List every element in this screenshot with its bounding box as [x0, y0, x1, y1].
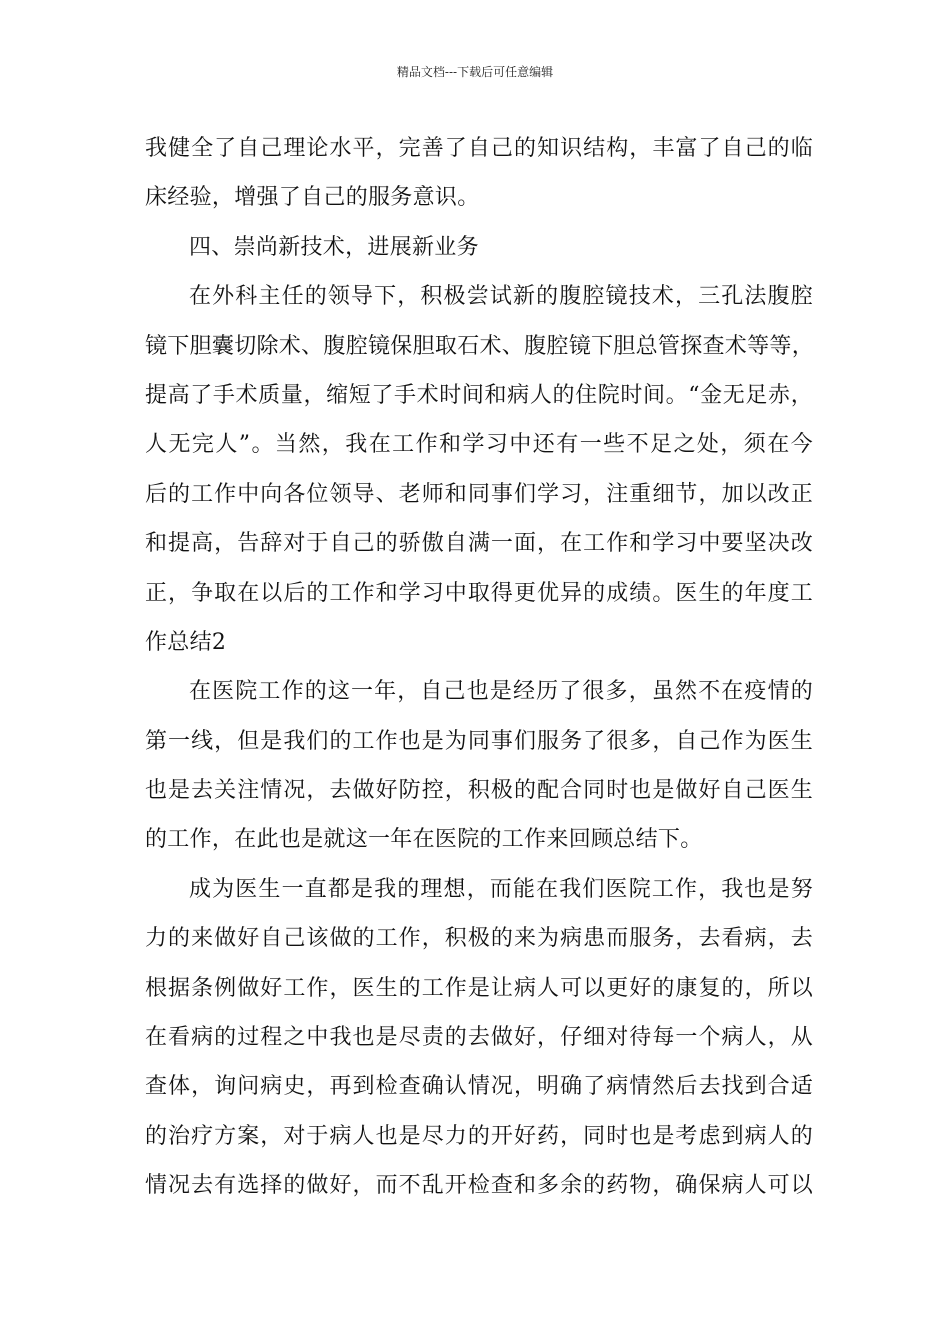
page-header: 精品文档---下载后可任意编辑: [396, 65, 554, 79]
text-line: 后的工作中向各位领导、老师和同事们学习，注重细节，加以改正: [145, 481, 813, 507]
text-line: 根据条例做好工作，医生的工作是让病人可以更好的康复的，所以: [145, 975, 813, 1001]
text-line: 和提高，告辞对于自己的骄傲自满一面，在工作和学习中要坚决改: [145, 531, 813, 557]
text-line: 查体，询问病史，再到检查确认情况，明确了病情然后去找到合适: [145, 1074, 813, 1100]
text-line: 在医院工作的这一年，自己也是经历了很多，虽然不在疫情的: [189, 679, 813, 705]
text-line: 镜下胆囊切除术、腹腔镜保胆取石术、腹腔镜下胆总管探查术等等，: [145, 333, 815, 359]
text-line: 正，争取在以后的工作和学习中取得更优异的成绩。医生的年度工: [145, 580, 813, 606]
text-line: 在看病的过程之中我也是尽责的去做好，仔细对待每一个病人，从: [145, 1025, 813, 1051]
document-body: [145, 124, 813, 1211]
text-line: 成为医生一直都是我的理想，而能在我们医院工作，我也是努: [189, 876, 813, 902]
text-line: 第一线，但是我们的工作也是为同事们服务了很多，自己作为医生: [145, 728, 813, 754]
text-line: 人无完人”。当然，我在工作和学习中还有一些不足之处，须在今: [145, 432, 813, 458]
text-line: 的工作，在此也是就这一年在医院的工作来回顾总结下。: [145, 827, 703, 853]
text-line: 四、崇尚新技术，进展新业务: [189, 234, 479, 260]
text-line: 在外科主任的领导下，积极尝试新的腹腔镜技术，三孔法腹腔: [189, 284, 813, 310]
text-line: 提高了手术质量，缩短了手术时间和病人的住院时间。“金无足赤，: [145, 382, 813, 408]
text-line: 床经验，增强了自己的服务意识。: [145, 185, 480, 211]
text-line: 力的来做好自己该做的工作，积极的来为病患而服务，去看病，去: [145, 926, 813, 952]
text-line: 作总结2: [145, 629, 227, 655]
text-line: 也是去关注情况，去做好防控，积极的配合同时也是做好自己医生: [145, 778, 813, 804]
text-line: 情况去有选择的做好，而不乱开检查和多余的药物，确保病人可以: [145, 1173, 813, 1199]
text-line: 的治疗方案，对于病人也是尽力的开好药，同时也是考虑到病人的: [145, 1123, 813, 1149]
text-line: 我健全了自己理论水平，完善了自己的知识结构，丰富了自己的临: [145, 136, 813, 161]
